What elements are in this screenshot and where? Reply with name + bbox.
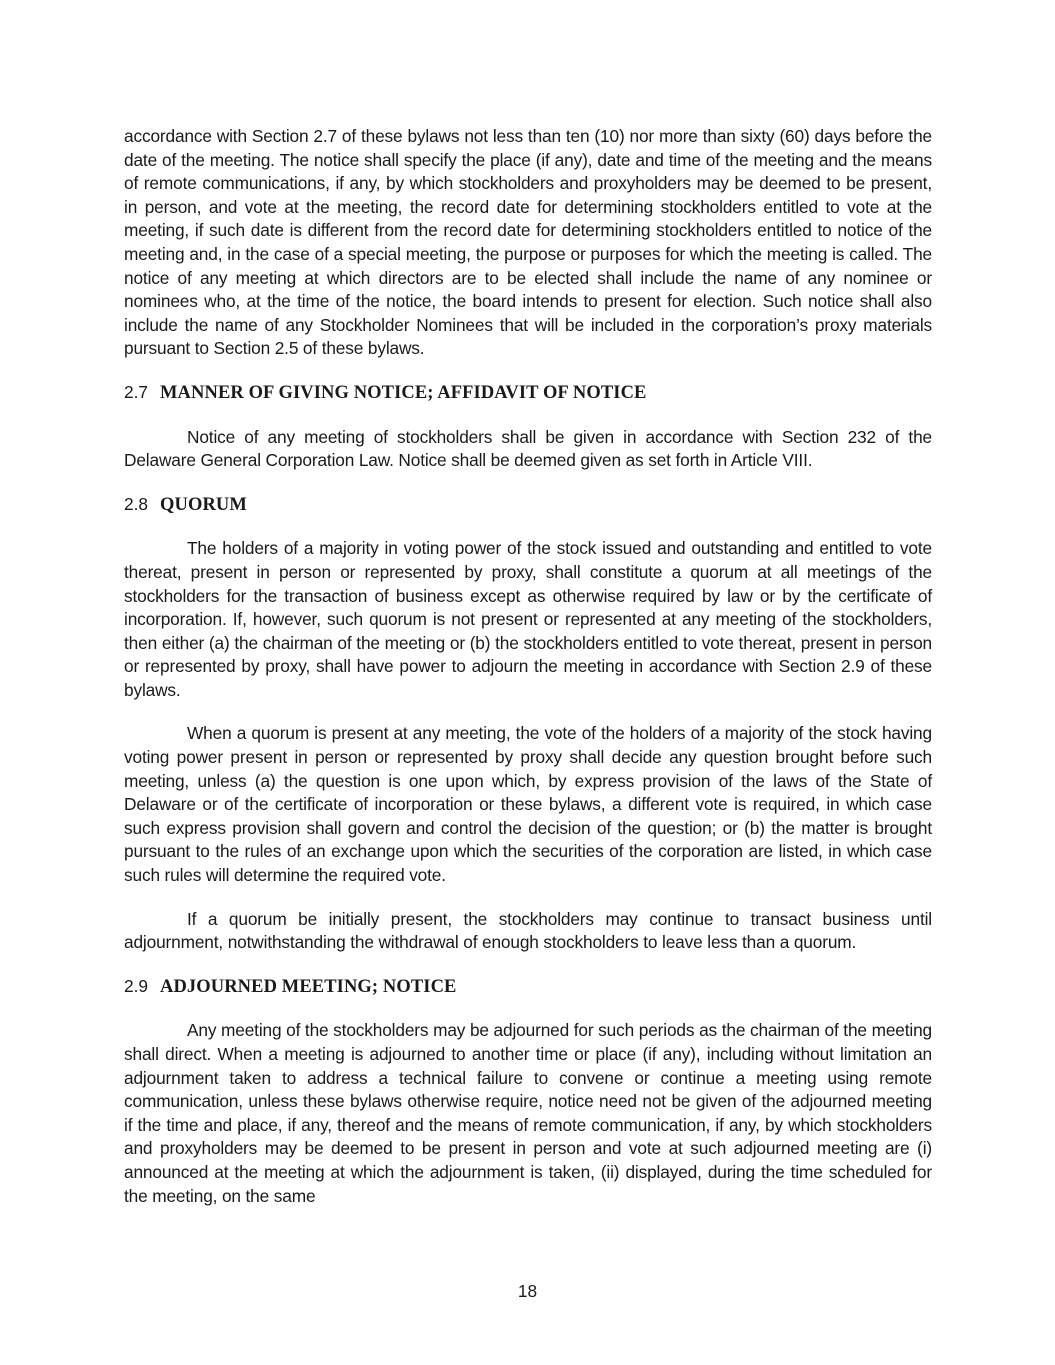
section-heading-2-7 [124,381,932,406]
section-heading-2-9 [124,975,932,1000]
section-2-9-paragraph-1: Any meeting of the stockholders may be adjourned for such periods as the chairman of the meeting shall direct. When a meeting is adjourned to another time or place (if any), including without limitation an adjournment taken to address a technical failure to convene or continue a meeting using remote communication, unless these bylaws otherwise require, notice need not be given of the adjourned meeting if the time and place, if any, thereof and the means of remote communication, if any, by which stockholders and proxyholders may be deemed to be present in person and vote at such adjourned meeting are (i) announced at the meeting at which the adjournment is taken, (ii) displayed, during the time scheduled for the meeting, on the same [124,1020,932,1206]
section-2-7-paragraph-1: Notice of any meeting of stockholders shall be given in accordance with Section 232 of the Delaware General Corporation Law. Notice shall be deemed given as set forth in Article VIII. [124,426,932,471]
intro-paragraph: accordance with Section 2.7 of these bylaws not less than ten (10) nor more than sixty (60) days before the date of the meeting. The notice shall specify the place (if any), date and time of the meeting and the means of remote communications, if any, by which stockholders and proxyholders may be deemed to be present, in person, and vote at the meeting, the record date for determining stockholders entitled to vote at the meeting, if such date is different from the record date for determining stockholders entitled to notice of the meeting and, in the case of a special meeting, the purpose or purposes for which the meeting is called. The notice of any meeting at which directors are to be elected shall include the name of any nominee or nominees who, at the time of the notice, the board intends to present for election. Such notice shall also include the name of any Stockholder Nominees that will be included in the corporation’s proxy materials pursuant to Section 2.5 of these bylaws. [124,126,932,359]
document-page [124,125,932,1208]
section-2-8-paragraph-1: The holders of a majority in voting power of the stock issued and outstanding and entitled to vote thereat, present in person or represented by proxy, shall constitute a quorum at all meetings of the stockholders for the transaction of business except as otherwise required by law or by the certificate of incorporation. If, however, such quorum is not present or represented at any meeting of the stockholders, then either (a) the chairman of the meeting or (b) the stockholders entitled to vote thereat, present in person or represented by proxy, shall have power to adjourn the meeting in accordance with Section 2.9 of these bylaws. [124,538,932,700]
section-number: 2.7 [124,381,149,402]
page-number: 18 [517,1281,538,1301]
section-title: ADJOURNED MEETING; NOTICE [160,976,457,997]
section-number: 2.9 [124,975,149,996]
section-number: 2.8 [124,493,149,514]
section-2-8-paragraph-2: When a quorum is present at any meeting, the vote of the holders of a majority of the stock having voting power present in person or represented by proxy shall decide any question brought before such meeting, unless (a) the question is one upon which, by express provision of the laws of the State of Delaware or of the certificate of incorporation or these bylaws, a different vote is required, in which case such express provision shall govern and control the decision of the question; or (b) the matter is brought pursuant to the rules of an exchange upon which the securities of the corporation are listed, in which case such rules will determine the required vote. [124,723,932,886]
section-heading-2-8 [124,493,932,518]
section-title: QUORUM [160,494,247,515]
section-2-8-paragraph-3: If a quorum be initially present, the stockholders may continue to transact business until adjournment, notwithstanding the withdrawal of enough stockholders to leave less than a quorum. [124,908,932,953]
section-title: MANNER OF GIVING NOTICE; AFFIDAVIT OF NOTICE [160,382,647,403]
